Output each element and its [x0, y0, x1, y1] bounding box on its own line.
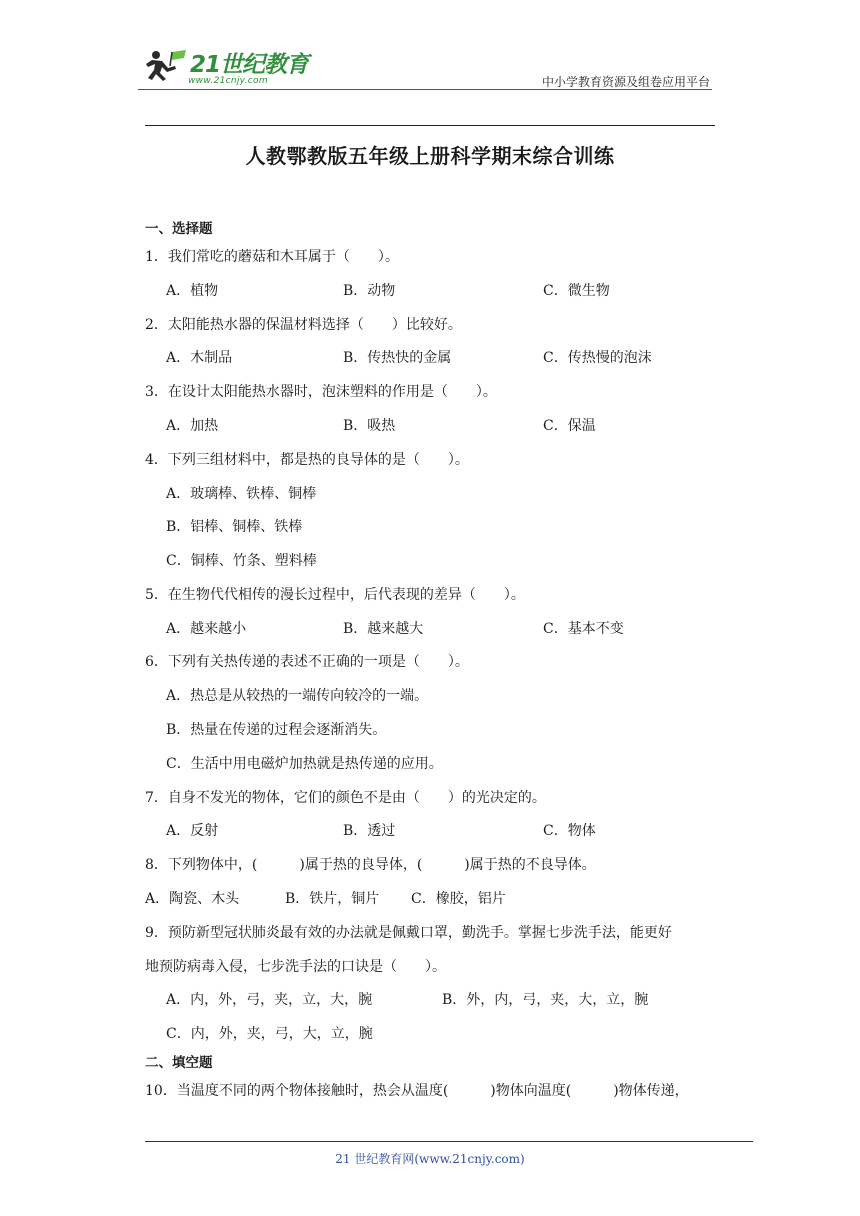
- option-b: B．热量在传递的过程会逐渐消失。: [166, 722, 387, 738]
- question-stem: 6．下列有关热传递的表述不正确的一项是（ ）。: [145, 654, 469, 670]
- question-stem: 8．下列物体中，( )属于热的良导体，( )属于热的不良导体。: [145, 857, 596, 873]
- footer-divider: [145, 1141, 753, 1142]
- option-b: B．越来越大: [343, 621, 424, 637]
- option-a: A．玻璃棒、铁棒、铜棒: [166, 486, 317, 502]
- option-b: B．外，内，弓，夹，大，立，腕: [442, 992, 649, 1008]
- option-c: C．内，外，夹，弓，大，立，腕: [166, 1026, 373, 1042]
- option-c: C．生活中用电磁炉加热就是热传递的应用。: [166, 756, 443, 772]
- question-stem: 4．下列三组材料中，都是热的良导体的是（ ）。: [145, 452, 469, 468]
- question-stem: 9．预防新型冠状肺炎最有效的办法就是佩戴口罩，勤洗手。掌握七步洗手法，能更好: [145, 925, 672, 941]
- option-a: A．木制品: [166, 350, 233, 366]
- logo-url: www.21cnjy.com: [188, 76, 268, 86]
- option-b: B．铝棒、铜棒、铁棒: [166, 519, 303, 535]
- page-title: 人教鄂教版五年级上册科学期末综合训练: [245, 144, 615, 168]
- question-stem: 2．太阳能热水器的保温材料选择（ ）比较好。: [145, 317, 462, 333]
- option-b: B．吸热: [343, 418, 396, 434]
- question-stem-continued: 地预防病毒入侵，七步洗手法的口诀是（ ）。: [145, 959, 446, 975]
- logo-text: 21世纪教育: [190, 52, 309, 78]
- option-a: A．加热: [166, 418, 219, 434]
- option-c: C．铜棒、竹条、塑料棒: [166, 553, 317, 569]
- option-a: A．内，外，弓，夹，立，大，腕: [166, 992, 373, 1008]
- option-a: A．植物: [166, 283, 219, 299]
- title-divider: [145, 125, 715, 126]
- question-stem: 10．当温度不同的两个物体接触时，热会从温度( )物体向温度( )物体传递，: [145, 1083, 689, 1099]
- option-c: C．基本不变: [543, 621, 624, 637]
- question-stem: 1．我们常吃的蘑菇和木耳属于（ ）。: [145, 249, 399, 265]
- option-a: A．热总是从较热的一端传向较冷的一端。: [166, 688, 429, 704]
- section-heading-choice: 一、选择题: [145, 221, 213, 237]
- option-a: A．反射: [166, 823, 219, 839]
- option-b: B．铁片，铜片: [285, 891, 380, 907]
- option-a: A．陶瓷、木头: [145, 891, 240, 907]
- option-c: C．保温: [543, 418, 596, 434]
- question-stem: 5．在生物代代相传的漫长过程中，后代表现的差异（ ）。: [145, 587, 525, 603]
- question-stem: 7．自身不发光的物体，它们的颜色不是由（ ）的光决定的。: [145, 790, 546, 806]
- footer-text[interactable]: 21 世纪教育网(www.21cnjy.com): [335, 1152, 525, 1166]
- option-b: B．动物: [343, 283, 396, 299]
- question-stem: 3．在设计太阳能热水器时，泡沫塑料的作用是（ ）。: [145, 384, 497, 400]
- runner-logo-icon: [142, 46, 190, 86]
- header-divider: [138, 89, 712, 90]
- option-c: C．传热慢的泡沫: [543, 350, 652, 366]
- option-a: A．越来越小: [166, 621, 247, 637]
- section-heading-fill: 二、填空题: [145, 1055, 213, 1071]
- option-b: B．透过: [343, 823, 396, 839]
- option-c: C．微生物: [543, 283, 610, 299]
- header-platform-text: 中小学教育资源及组卷应用平台: [541, 75, 710, 89]
- option-c: C．物体: [543, 823, 596, 839]
- logo: [138, 44, 308, 92]
- option-b: B．传热快的金属: [343, 350, 452, 366]
- option-c: C．橡胶，铝片: [411, 891, 506, 907]
